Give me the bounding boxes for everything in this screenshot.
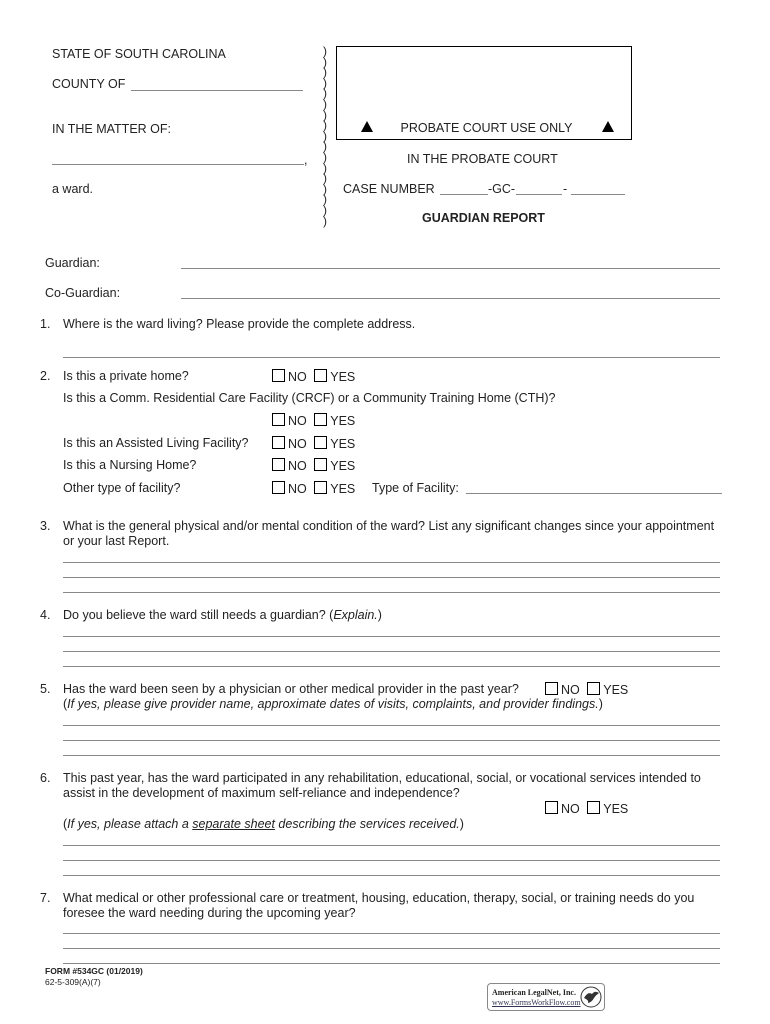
q2-assisted-text: Is this an Assisted Living Facility? [63, 436, 249, 450]
court-use-row [361, 121, 614, 135]
q6-line1: This past year, has the ward participated in any rehabilitation, educational, social, or vocational services intended to [63, 771, 701, 785]
q6-attach-b: describing the services received. [274, 817, 460, 831]
ward-label: a ward. [52, 182, 93, 196]
no-label: NO [288, 482, 307, 496]
q5-close: ) [598, 697, 603, 711]
no-label: NO [561, 802, 580, 816]
no-label: NO [288, 437, 307, 451]
no-label: NO [288, 459, 307, 473]
q4-answer-line[interactable] [63, 666, 720, 667]
q6-line2: assist in the development of maximum self-reliance and independence? [63, 786, 460, 800]
q3-line1: What is the general physical and/or mental condition of the ward? List any significant changes since your appointment [63, 519, 715, 533]
q6-options [545, 801, 628, 816]
eagle-icon [580, 986, 602, 1008]
q5-answer-line[interactable] [63, 725, 720, 726]
q6-attach-a: If yes, please attach a [67, 817, 193, 831]
yes-checkbox[interactable] [314, 436, 327, 449]
q2-other-options [272, 481, 355, 496]
county-label-text: COUNTY OF [52, 77, 126, 91]
yes-checkbox[interactable] [314, 458, 327, 471]
q6-number: 6. [40, 771, 51, 785]
form-number: FORM #534GC (01/2019) [45, 966, 143, 976]
guardian-label: Guardian: [45, 256, 100, 270]
case-dash: - [563, 182, 568, 196]
q2-private-text: Is this a private home? [63, 369, 189, 383]
q6-attach-underlined: separate sheet [192, 817, 275, 831]
statute-code: 62-5-309(A)(7) [45, 977, 101, 987]
no-checkbox[interactable] [545, 682, 558, 695]
q5-answer-line[interactable] [63, 740, 720, 741]
q7-answer-line[interactable] [63, 933, 720, 934]
q3-answer-line[interactable] [63, 577, 720, 578]
no-checkbox[interactable] [272, 458, 285, 471]
q4-answer-line[interactable] [63, 636, 720, 637]
logo-line2: www.FormsWorkFlow.com [492, 998, 581, 1007]
county-label [52, 77, 125, 91]
q7-answer-line[interactable] [63, 948, 720, 949]
case-number-label: CASE NUMBER [343, 182, 435, 196]
ward-name-field[interactable] [52, 164, 304, 165]
state-label: STATE OF SOUTH CAROLINA [52, 47, 226, 61]
q3-line2: or your last Report. [63, 534, 170, 548]
q4-explain: Explain. [333, 608, 378, 622]
case-gc: -GC- [488, 182, 516, 196]
q2-number: 2. [40, 369, 51, 383]
q5-options [545, 682, 628, 697]
yes-label: YES [330, 459, 356, 473]
county-field[interactable] [131, 90, 303, 91]
q4-text-main: Do you believe the ward still needs a guardian? ( [63, 608, 334, 622]
q4-text [63, 608, 382, 622]
page-title: GUARDIAN REPORT [422, 211, 545, 225]
q5-open: ( [63, 697, 68, 711]
q7-answer-line[interactable] [63, 963, 720, 964]
no-label: NO [288, 370, 307, 384]
q2-crcf-text: Is this a Comm. Residential Care Facility (CRCF) or a Community Training Home (CTH)? [63, 391, 556, 405]
q4-answer-line[interactable] [63, 651, 720, 652]
no-checkbox[interactable] [272, 369, 285, 382]
q2-type-label: Type of Facility: [372, 481, 459, 495]
matter-label: IN THE MATTER OF: [52, 122, 171, 136]
q7-number: 7. [40, 891, 51, 905]
q2-assisted-options [272, 436, 355, 451]
court-use-label: PROBATE COURT USE ONLY [400, 121, 573, 135]
no-label: NO [561, 683, 580, 697]
yes-label: YES [330, 437, 356, 451]
coguardian-label: Co-Guardian: [45, 286, 121, 300]
q4-number: 4. [40, 608, 51, 622]
coguardian-field[interactable] [181, 298, 720, 299]
ward-name-comma: , [304, 153, 308, 167]
q6-attach-open: ( [63, 817, 68, 831]
no-checkbox[interactable] [545, 801, 558, 814]
up-arrow-icon [602, 121, 614, 132]
yes-checkbox[interactable] [314, 413, 327, 426]
q1-answer-line[interactable] [63, 357, 720, 358]
logo-line1: American LegalNet, Inc. [492, 988, 576, 997]
q4-close: ) [377, 608, 382, 622]
case-number-field-3[interactable] [571, 194, 625, 195]
yes-label: YES [603, 802, 629, 816]
case-number-field-2[interactable] [516, 194, 562, 195]
q2-private-options [272, 369, 355, 384]
q6-answer-line[interactable] [63, 845, 720, 846]
q2-type-field[interactable] [466, 493, 722, 494]
q2-nursing-text: Is this a Nursing Home? [63, 458, 197, 472]
probate-court-label: IN THE PROBATE COURT [407, 152, 558, 166]
yes-checkbox[interactable] [587, 801, 600, 814]
q7-line2: foresee the ward needing during the upcoming year? [63, 906, 356, 920]
case-number-field-1[interactable] [440, 194, 488, 195]
q2-other-text: Other type of facility? [63, 481, 181, 495]
yes-label: YES [330, 482, 356, 496]
q5-instruction: If yes, please give provider name, approximate dates of visits, complaints, and provider findings. [67, 697, 599, 711]
parenthesis-column: ) ) ) ) ) ) ) ) ) ) ) ) ) ) ) ) ) [323, 44, 327, 228]
yes-label: YES [330, 370, 356, 384]
yes-checkbox[interactable] [587, 682, 600, 695]
q3-answer-line[interactable] [63, 562, 720, 563]
q2-crcf-options [272, 413, 355, 428]
q5-number: 5. [40, 682, 51, 696]
q6-answer-line[interactable] [63, 875, 720, 876]
q5-answer-line[interactable] [63, 755, 720, 756]
up-arrow-icon [361, 121, 373, 132]
yes-checkbox[interactable] [314, 369, 327, 382]
no-checkbox[interactable] [272, 481, 285, 494]
q3-answer-line[interactable] [63, 592, 720, 593]
q6-answer-line[interactable] [63, 860, 720, 861]
no-checkbox[interactable] [272, 436, 285, 449]
q2-nursing-options [272, 458, 355, 473]
yes-checkbox[interactable] [314, 481, 327, 494]
no-checkbox[interactable] [272, 413, 285, 426]
yes-label: YES [330, 414, 356, 428]
q5-line2 [63, 697, 603, 711]
yes-label: YES [603, 683, 629, 697]
q6-attach [63, 817, 464, 831]
q1-text: Where is the ward living? Please provide the complete address. [63, 317, 416, 331]
q5-line1: Has the ward been seen by a physician or other medical provider in the past year? [63, 682, 519, 696]
publisher-logo [487, 983, 605, 1011]
q7-line1: What medical or other professional care or treatment, housing, education, therapy, social, or training needs do you [63, 891, 695, 905]
q1-number: 1. [40, 317, 51, 331]
q6-attach-close: ) [459, 817, 464, 831]
guardian-field[interactable] [181, 268, 720, 269]
q3-number: 3. [40, 519, 51, 533]
no-label: NO [288, 414, 307, 428]
